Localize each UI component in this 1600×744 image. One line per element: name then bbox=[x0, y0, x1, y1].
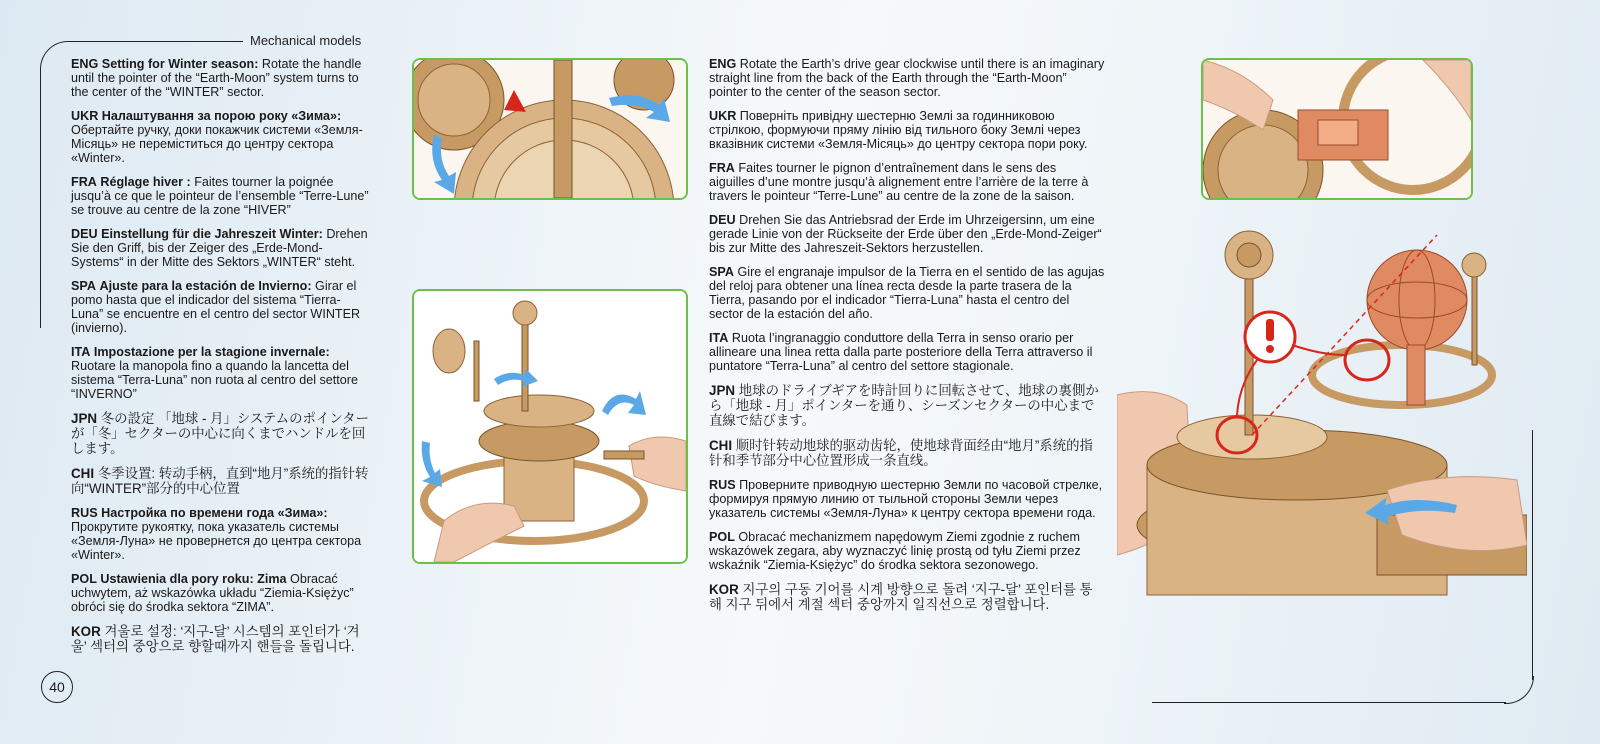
right-bracket-curve bbox=[1504, 676, 1534, 704]
instruction-spa: SPA Ajuste para la estación de Invierno: Girar el pomo hasta que el indicador del sistema “Tierra-Luna” se encuentre en el centro del sector WINTER (invierno). bbox=[71, 279, 361, 335]
dial-closeup-illustration bbox=[414, 60, 686, 198]
instruction-chi: CHI 顺时针转动地球的驱动齿轮，使地球背面经由“地月”系统的指针和季节部分中心位置形成一条直线。 bbox=[709, 438, 1093, 468]
instruction-pol: POL Ustawienia dla pory roku: Zima Obracać uchwytem, aż wskazówka układu “Ziemia-Księżyc” obróci się do środka sektora “ZIMA”. bbox=[71, 572, 354, 614]
instruction-ukr: UKR Поверніть привідну шестерню Землі за годинниковою стрілкою, формуючи пряму лінію від тильного боку Землі через вказівник системи «Земля-Місяць» до центру сектора пори року. bbox=[709, 109, 1088, 151]
dial-closeup-image bbox=[412, 58, 688, 200]
instruction-deu: DEU Drehen Sie das Antriebsrad der Erde im Uhrzeigersinn, um eine gerade Linie von der Rückseite der Erde über den „Erde-Mond-Zeiger“ bis zur Mitte des Jahreszeit-Sektors herzustellen. bbox=[709, 213, 1102, 255]
model-rotation-image bbox=[412, 289, 688, 564]
page-number: 40 bbox=[41, 671, 73, 703]
instruction-jpn: JPN 地球のドライブギアを時計回りに回転させて、地球の裏側から「地球 - 月」ポインターを通り、シーズンセクターの中心まで直線で結びます。 bbox=[709, 383, 1099, 428]
instruction-ukr: UKR Налаштування за порою року «Зима»: Обертайте ручку, доки покажчик системи «Земля-Місяць» не переміститься до центру сектора «Winter». bbox=[71, 109, 363, 165]
right-bracket-rule bbox=[1532, 430, 1533, 680]
orrery-alignment-image bbox=[1117, 215, 1527, 665]
instruction-kor: KOR 지구의 구동 기어를 시계 방향으로 돌려 ‘지구-달’ 포인터를 통해 지구 뒤에서 계절 섹터 중앙까지 일직선으로 정렬합니다. bbox=[709, 582, 1093, 612]
instruction-kor: KOR 겨울로 설정: ‘지구-달’ 시스템의 포인터가 ‘겨울’ 섹터의 중앙으로 향할때까지 핸들을 돌립니다. bbox=[71, 624, 360, 654]
instruction-deu: DEU Einstellung für die Jahreszeit Winter: Drehen Sie den Griff, bis der Zeiger des „Erde-Mond-Systems“ in der Mitte des Sektors „WINTER“ steht. bbox=[71, 227, 368, 269]
instruction-ita: ITA Impostazione per la stagione invernale: Ruotare la manopola fino a quando la lancetta del sistema “Terra-Luna” non ruota al centro del settore “INVERNO” bbox=[71, 345, 358, 401]
orrery-alignment-illustration bbox=[1117, 215, 1527, 665]
left-instructions bbox=[71, 57, 371, 664]
drive-gear-closeup-image bbox=[1201, 58, 1473, 200]
instruction-fra: FRA Réglage hiver : Faites tourner la poignée jusqu’à ce que le pointeur de l’ensemble “Terre-Lune” se trouve au centre de la zone “HIVER” bbox=[71, 175, 369, 217]
instruction-fra: FRA Faites tourner le pignon d’entraînement dans le sens des aiguilles d’une montre jusqu’à alignement entre l’arrière de la terre à travers le pointeur “Terre-Lune” au centre de la zone de la saison. bbox=[709, 161, 1089, 203]
right-instructions bbox=[709, 57, 1105, 622]
model-rotation-illustration bbox=[414, 291, 686, 562]
left-bracket-rule bbox=[40, 70, 41, 328]
drive-gear-closeup-illustration bbox=[1203, 60, 1471, 198]
footer-rule bbox=[1152, 702, 1506, 703]
instruction-eng: ENG Rotate the Earth’s drive gear clockwise until there is an imaginary straight line from the back of the Earth through the “Earth-Moon” pointer to the center of the season sector. bbox=[709, 57, 1105, 99]
instruction-jpn: JPN 冬の設定 「地球 - 月」システムのポインターが「冬」セクターの中心に向くまでハンドルを回します。 bbox=[71, 411, 369, 456]
instruction-spa: SPA Gire el engranaje impulsor de la Tierra en el sentido de las agujas del reloj para obtener una línea recta desde la parte trasera de la Tierra, pasando por el indicador “Tierra-Luna” hasta el centro del sector de la estación del año. bbox=[709, 265, 1105, 321]
section-header: Mechanical models bbox=[250, 33, 362, 48]
instruction-rus: RUS Настройка по времени года «Зима»: Прокрутите рукоятку, пока указатель системы «Земля-Луна» не провернется до центра сектора «Winter». bbox=[71, 506, 362, 562]
header-rule bbox=[68, 41, 243, 42]
instruction-ita: ITA Ruota l’ingranaggio conduttore della Terra in senso orario per allineare una linea retta dalla parte posteriore della Terra attraverso il puntatore “Terra-Luna” al centro del settore stagionale. bbox=[709, 331, 1093, 373]
left-bracket-curve bbox=[40, 41, 71, 72]
instruction-eng: ENG Setting for Winter season: Rotate the handle until the pointer of the “Earth-Moon” system turns to the center of the “WINTER” sector. bbox=[71, 57, 362, 99]
instruction-chi: CHI 冬季设置: 转动手柄，直到“地月”系统的指针转向“WINTER”部分的中心位置 bbox=[71, 466, 369, 496]
instruction-pol: POL Obracać mechanizmem napędowym Ziemi zgodnie z ruchem wskazówek zegara, aby wyznaczyć linię prostą od tyłu Ziemi przez wskaźnik “Ziemia-Księżyc” do środka sektora sezonowego. bbox=[709, 530, 1081, 572]
instruction-rus: RUS Проверните приводную шестерню Земли по часовой стрелке, формируя прямую линию от тыльной стороны Земли через указатель системы «Земля-Луна» к центру сектора времени года. bbox=[709, 478, 1103, 520]
